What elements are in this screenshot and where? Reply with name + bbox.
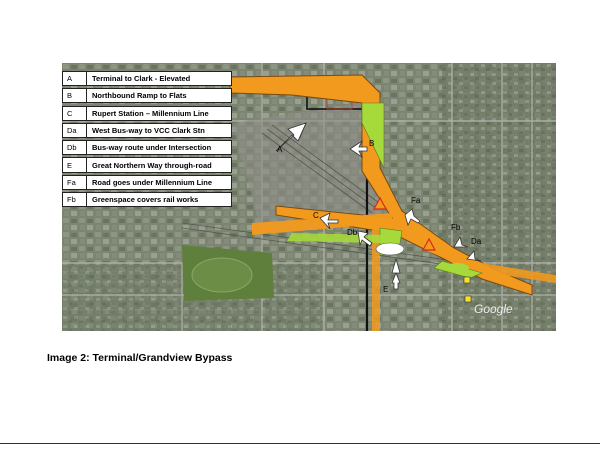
route-orange-south-road xyxy=(372,228,380,331)
legend-key: C xyxy=(63,107,87,120)
city-blocks-east xyxy=(442,63,556,331)
callout-label-da: Da xyxy=(471,237,482,246)
callout-label-fb: Fb xyxy=(451,223,461,232)
legend-row xyxy=(62,123,232,138)
greenspace-5 xyxy=(445,263,469,273)
legend-key: Fa xyxy=(63,176,87,189)
legend-key: B xyxy=(63,89,87,102)
legend-row xyxy=(62,175,232,190)
legend-row xyxy=(62,157,232,172)
map-watermark: Google xyxy=(474,302,513,316)
legend-text: Bus-way route under Intersection xyxy=(92,143,212,153)
legend-text: Rupert Station – Millennium Line xyxy=(92,108,209,118)
callout-label-c: C xyxy=(313,211,319,220)
legend-key: Fb xyxy=(63,193,87,206)
legend-row xyxy=(62,71,232,86)
legend xyxy=(62,71,232,209)
legend-key: A xyxy=(63,72,87,85)
legend-text: Greenspace covers rail works xyxy=(92,195,199,205)
legend-key: Db xyxy=(63,141,87,154)
figure-caption: Image 2: Terminal/Grandview Bypass xyxy=(47,352,233,364)
legend-key: E xyxy=(63,158,87,171)
legend-text: West Bus-way to VCC Clark Stn xyxy=(92,125,205,135)
callout-label-e: E xyxy=(383,285,389,294)
legend-row xyxy=(62,192,232,207)
callout-label-b: B xyxy=(369,139,375,148)
legend-text: Road goes under Millennium Line xyxy=(92,177,213,187)
legend-text: Great Northern Way through-road xyxy=(92,160,212,170)
footer-divider xyxy=(0,443,600,444)
interchange-node xyxy=(376,243,404,255)
callout-label-db: Db xyxy=(347,228,358,237)
legend-text: Northbound Ramp to Flats xyxy=(92,91,187,101)
callout-label-fa: Fa xyxy=(411,196,421,205)
callout-label-a: A xyxy=(277,145,283,154)
legend-row xyxy=(62,88,232,103)
aerial-map xyxy=(62,63,556,331)
legend-text: Terminal to Clark - Elevated xyxy=(92,74,191,84)
legend-key: Da xyxy=(63,124,87,137)
legend-row xyxy=(62,140,232,155)
park-track xyxy=(192,258,252,292)
legend-row xyxy=(62,106,232,121)
